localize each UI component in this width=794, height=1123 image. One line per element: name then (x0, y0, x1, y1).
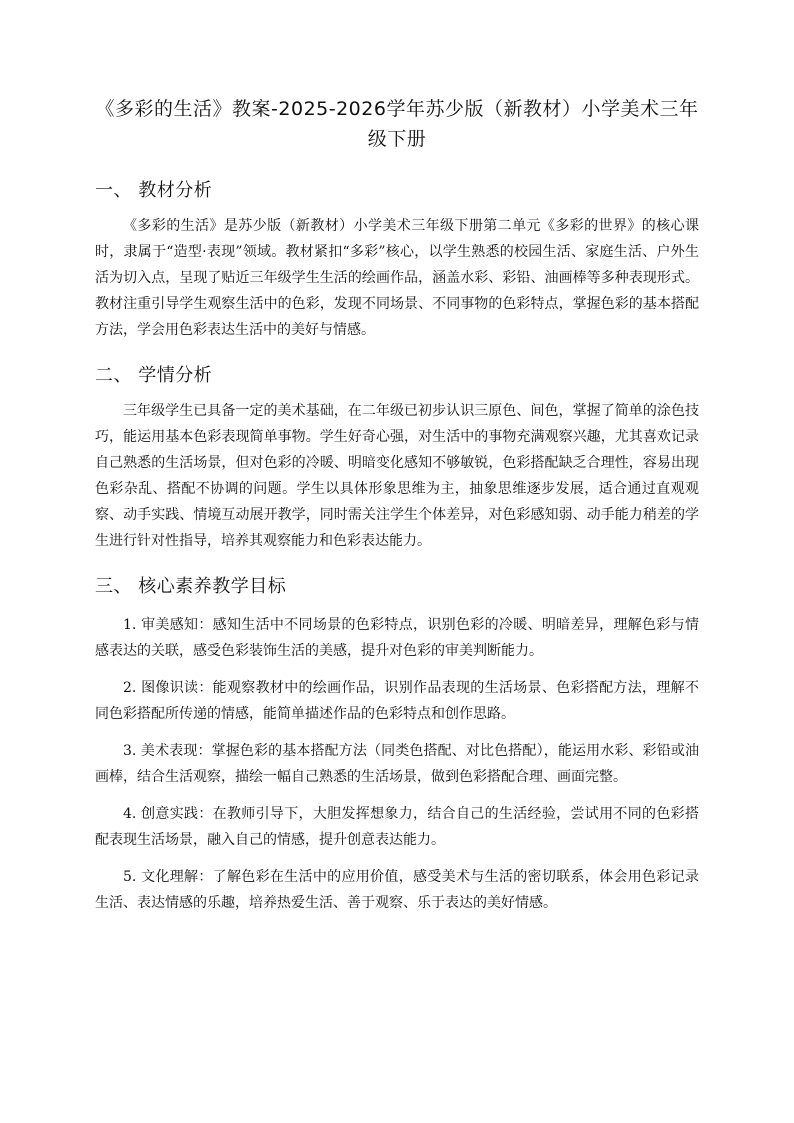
goal-item: 4. 创意实践：在教师引导下，大胆发挥想象力，结合自己的生活经验，尝试用不同的色彩搭配表现生活场景，融入自己的情感，提升创意表达能力。 (95, 806, 699, 848)
section-heading: 一、 教材分析 (95, 180, 213, 201)
section-textbook-analysis (95, 178, 699, 343)
goal-item: 5. 文化理解：了解色彩在生活中的应用价值，感受美术与生活的密切联系，体会用色彩记录生活、表达情感的乐趣，培养热爱生活、善于观察、乐于表达的美好情感。 (95, 869, 699, 911)
section-heading: 二、 学情分析 (95, 365, 213, 386)
section-paragraph: 《多彩的生活》是苏少版（新教材）小学美术三年级下册第二单元《多彩的世界》的核心课时，隶属于“造型·表现”领域。教材紧扣“多彩”核心，以学生熟悉的校园生活、家庭生活、户外生活为切入点，呈现了贴近三年级学生生活的绘画作品，涵盖水彩、彩铅、油画棒等多种表现形式。教材注重引导学生观察生活中的色彩，发现不同场景、不同事物的色彩特点，掌握色彩的基本搭配方法，学会用色彩表达生活中的美好与情感。 (95, 218, 699, 338)
goal-item: 2. 图像识读：能观察教材中的绘画作品，识别作品表现的生活场景、色彩搭配方法，理解不同色彩搭配所传递的情感，能简单描述作品的色彩特点和创作思路。 (95, 680, 699, 722)
goal-item: 1. 审美感知：感知生活中不同场景的色彩特点，识别色彩的冷暖、明暗差异，理解色彩与情感表达的关联，感受色彩装饰生活的美感，提升对色彩的审美判断能力。 (95, 617, 699, 659)
section-student-analysis (95, 363, 699, 554)
section-paragraph: 三年级学生已具备一定的美术基础，在二年级已初步认识三原色、间色，掌握了简单的涂色技巧，能运用基本色彩表现简单事物。学生好奇心强，对生活中的事物充满观察兴趣，尤其喜欢记录自己熟悉的生活场景，但对色彩的冷暖、明暗变化感知不够敏锐，色彩搭配缺乏合理性，容易出现色彩杂乱、搭配不协调的问题。学生以具体形象思维为主，抽象思维逐步发展，适合通过直观观察、动手实践、情境互动展开教学，同时需关注学生个体差异，对色彩感知弱、动手能力稍差的学生进行针对性指导，培养其观察能力和色彩表达能力。 (95, 403, 699, 549)
section-heading: 三、 核心素养教学目标 (95, 576, 287, 597)
goal-item: 3. 美术表现：掌握色彩的基本搭配方法（同类色搭配、对比色搭配），能运用水彩、彩铅或油画棒，结合生活观察，描绘一幅自己熟悉的生活场景，做到色彩搭配合理、画面完整。 (95, 743, 699, 785)
section-teaching-goals (95, 574, 699, 916)
document-title: 《多彩的生活》教案-2025-2026学年苏少版（新教材）小学美术三年级下册 (95, 98, 699, 150)
